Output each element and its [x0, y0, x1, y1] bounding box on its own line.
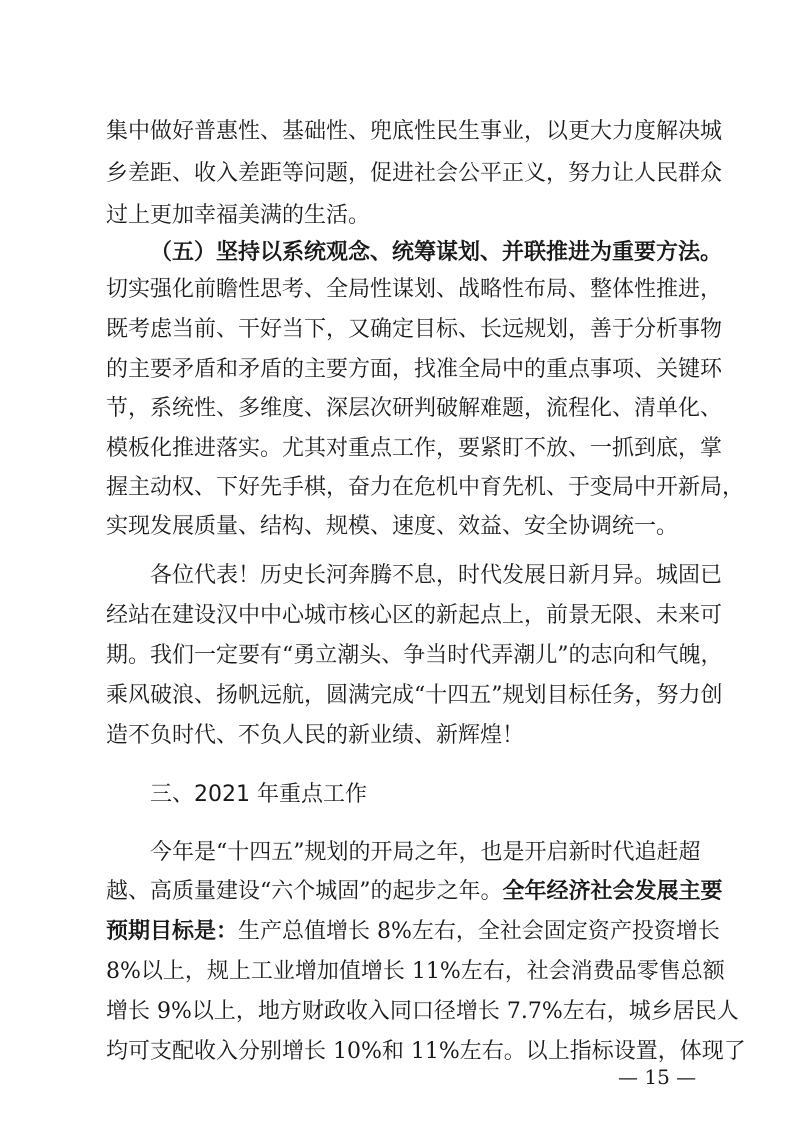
paragraph-line: 今年是“十四五”规划的开局之年，也是开启新时代追赶超 — [150, 840, 701, 865]
paragraph-line: 实现发展质量、结构、规模、速度、效益、安全协调统一。 — [106, 514, 679, 539]
paragraph-line: 模板化推进落实。尤其对重点工作，要紧盯不放、一抓到底，掌 — [106, 436, 723, 461]
paragraph-line: 各位代表！历史长河奔腾不息，时代发展日新月异。城固已 — [150, 563, 723, 588]
paragraph-text: 生产总值增长 8%左右，全社会固定资产投资增长 — [238, 919, 720, 944]
paragraph-line: 节，系统性、多维度、深层次研判破解难题，流程化、清单化、 — [106, 396, 723, 421]
emphasis-text: 全年经济社会发展主要 — [502, 879, 723, 904]
section-heading: 三、2021 年重点工作 — [150, 782, 367, 807]
emphasis-text: 预期目标是： — [106, 919, 239, 944]
paragraph-line: 8%以上，规上工业增加值增长 11%左右，社会消费品零售总额 — [106, 959, 725, 984]
paragraph-line: 造不负时代、不负人民的新业绩、新辉煌！ — [106, 723, 525, 748]
paragraph-line: 既考虑当前、干好当下，又确定目标、长远规划，善于分析事物 — [106, 317, 723, 342]
paragraph-text: 越、高质量建设“六个城固”的起步之年。 — [106, 879, 503, 904]
page-number: — 15 — — [618, 1065, 697, 1089]
paragraph-line: 过上更加幸福美满的生活。 — [106, 203, 371, 228]
paragraph-line: 集中做好普惠性、基础性、兜底性民生事业，以更大力度解决城 — [106, 119, 723, 144]
paragraph-line — [106, 912, 720, 952]
paragraph-line: 均可支配收入分别增长 10%和 11%左右。以上指标设置，体现了 — [106, 1039, 746, 1064]
paragraph-line: 经站在建设汉中中心城市核心区的新起点上，前景无限、未来可 — [106, 603, 723, 628]
paragraph-line: 增长 9%以上，地方财政收入同口径增长 7.7%左右，城乡居民人 — [106, 999, 739, 1024]
paragraph-line: 的主要矛盾和矛盾的主要方面，找准全局中的重点事项、关键环 — [106, 357, 723, 382]
paragraph-line: 乘风破浪、扬帆远航，圆满完成“十四五”规划目标任务，努力创 — [106, 683, 723, 708]
paragraph-line: 乡差距、收入差距等问题，促进社会公平正义，努力让人民群众 — [106, 161, 723, 186]
paragraph-line — [106, 872, 723, 912]
subsection-heading: （五）坚持以系统观念、统筹谋划、并联推进为重要方法。 — [150, 240, 723, 265]
paragraph-line: 切实强化前瞻性思考、全局性谋划、战略性布局、整体性推进， — [106, 277, 723, 302]
paragraph-line: 期。我们一定要有“勇立潮头、争当时代弄潮儿”的志向和气魄， — [106, 643, 723, 668]
paragraph-line: 握主动权、下好先手棋，奋力在危机中育先机、于变局中开新局， — [106, 475, 745, 500]
